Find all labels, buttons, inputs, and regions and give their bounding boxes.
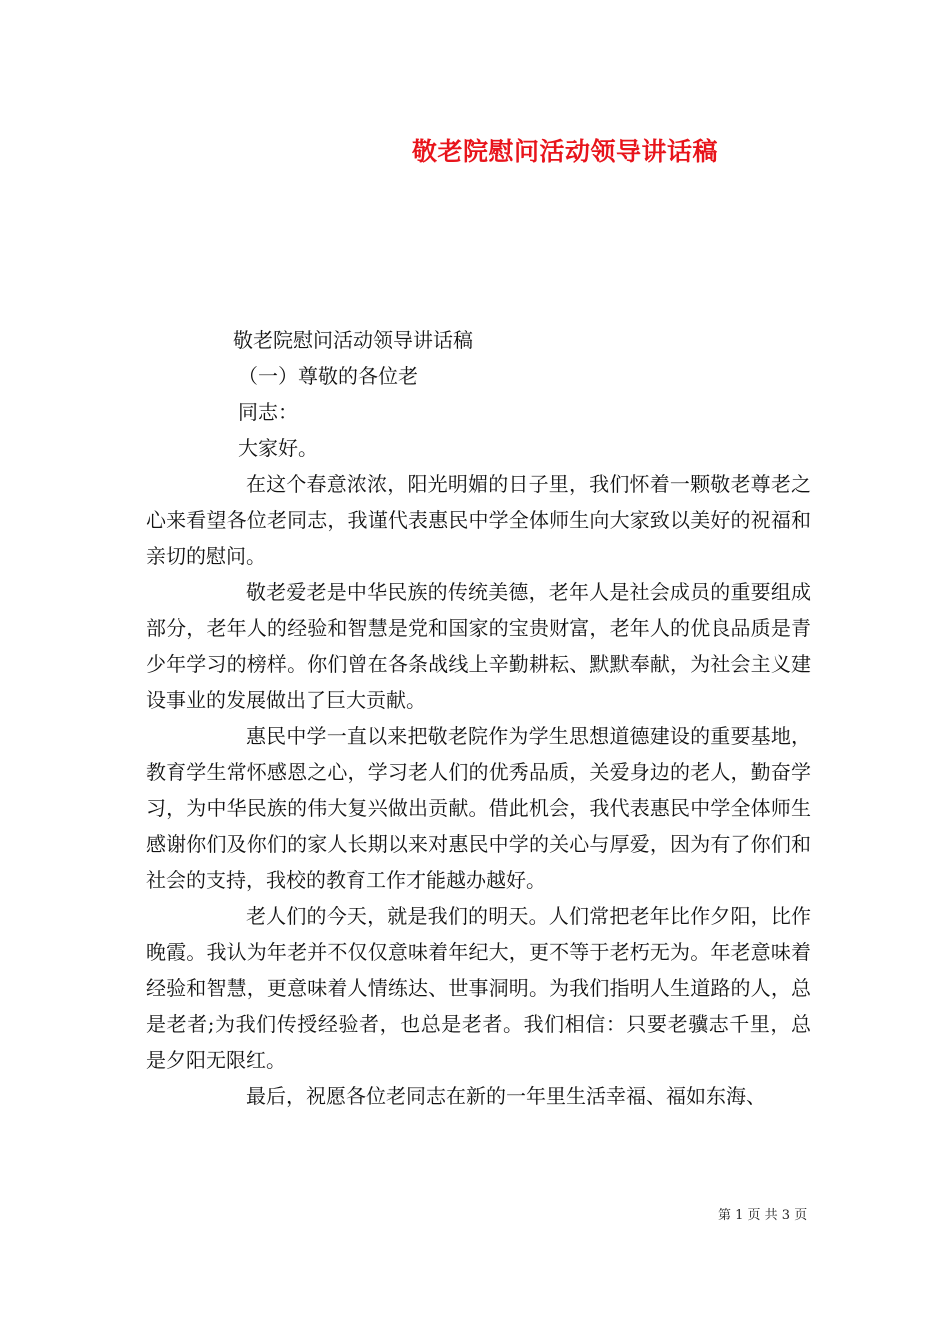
- paragraph-1: 在这个春意浓浓，阳光明媚的日子里，我们怀着一颗敬老尊老之心来看望各位老同志，我谨代表惠民中学全体师生向大家致以美好的祝福和亲切的慰问。: [146, 472, 811, 568]
- paragraph-5: 最后，祝愿各位老同志在新的一年里生活幸福、福如东海、: [246, 1084, 766, 1108]
- document-body: [146, 322, 811, 1114]
- page-title: 敬老院慰问活动领导讲话稿: [412, 137, 719, 166]
- paragraph-3: 惠民中学一直以来把敬老院作为学生思想道德建设的重要基地，教育学生常怀感恩之心，学习老人们的优秀品质，关爱身边的老人，勤奋学习，为中华民族的伟大复兴做出贡献。借此机会，我代表惠民中学全体师生感谢你们及你们的家人长期以来对惠民中学的关心与厚爱，因为有了你们和社会的支持，我校的教育工作才能越办越好。: [146, 724, 811, 892]
- salutation-line-3: 大家好。: [238, 436, 318, 460]
- salutation-line-1: （一）尊敬的各位老: [238, 364, 418, 388]
- document-title: 敬老院慰问活动领导讲话稿: [233, 328, 473, 352]
- page-number-footer: 第 1 页 共 3 页: [718, 1208, 808, 1223]
- salutation-line-2: 同志：: [238, 400, 298, 424]
- paragraph-4: 老人们的今天，就是我们的明天。人们常把老年比作夕阳，比作晚霞。我认为年老并不仅仅意味着年纪大，更不等于老朽无为。年老意味着经验和智慧，更意味着人情练达、世事洞明。为我们指明人生道路的人，总是老者;为我们传授经验者，也总是老者。我们相信：只要老骥志千里，总是夕阳无限红。: [146, 904, 811, 1072]
- paragraph-2: 敬老爱老是中华民族的传统美德，老年人是社会成员的重要组成部分，老年人的经验和智慧是党和国家的宝贵财富，老年人的优良品质是青少年学习的榜样。你们曾在各条战线上辛勤耕耘、默默奉献，为社会主义建设事业的发展做出了巨大贡献。: [146, 580, 811, 712]
